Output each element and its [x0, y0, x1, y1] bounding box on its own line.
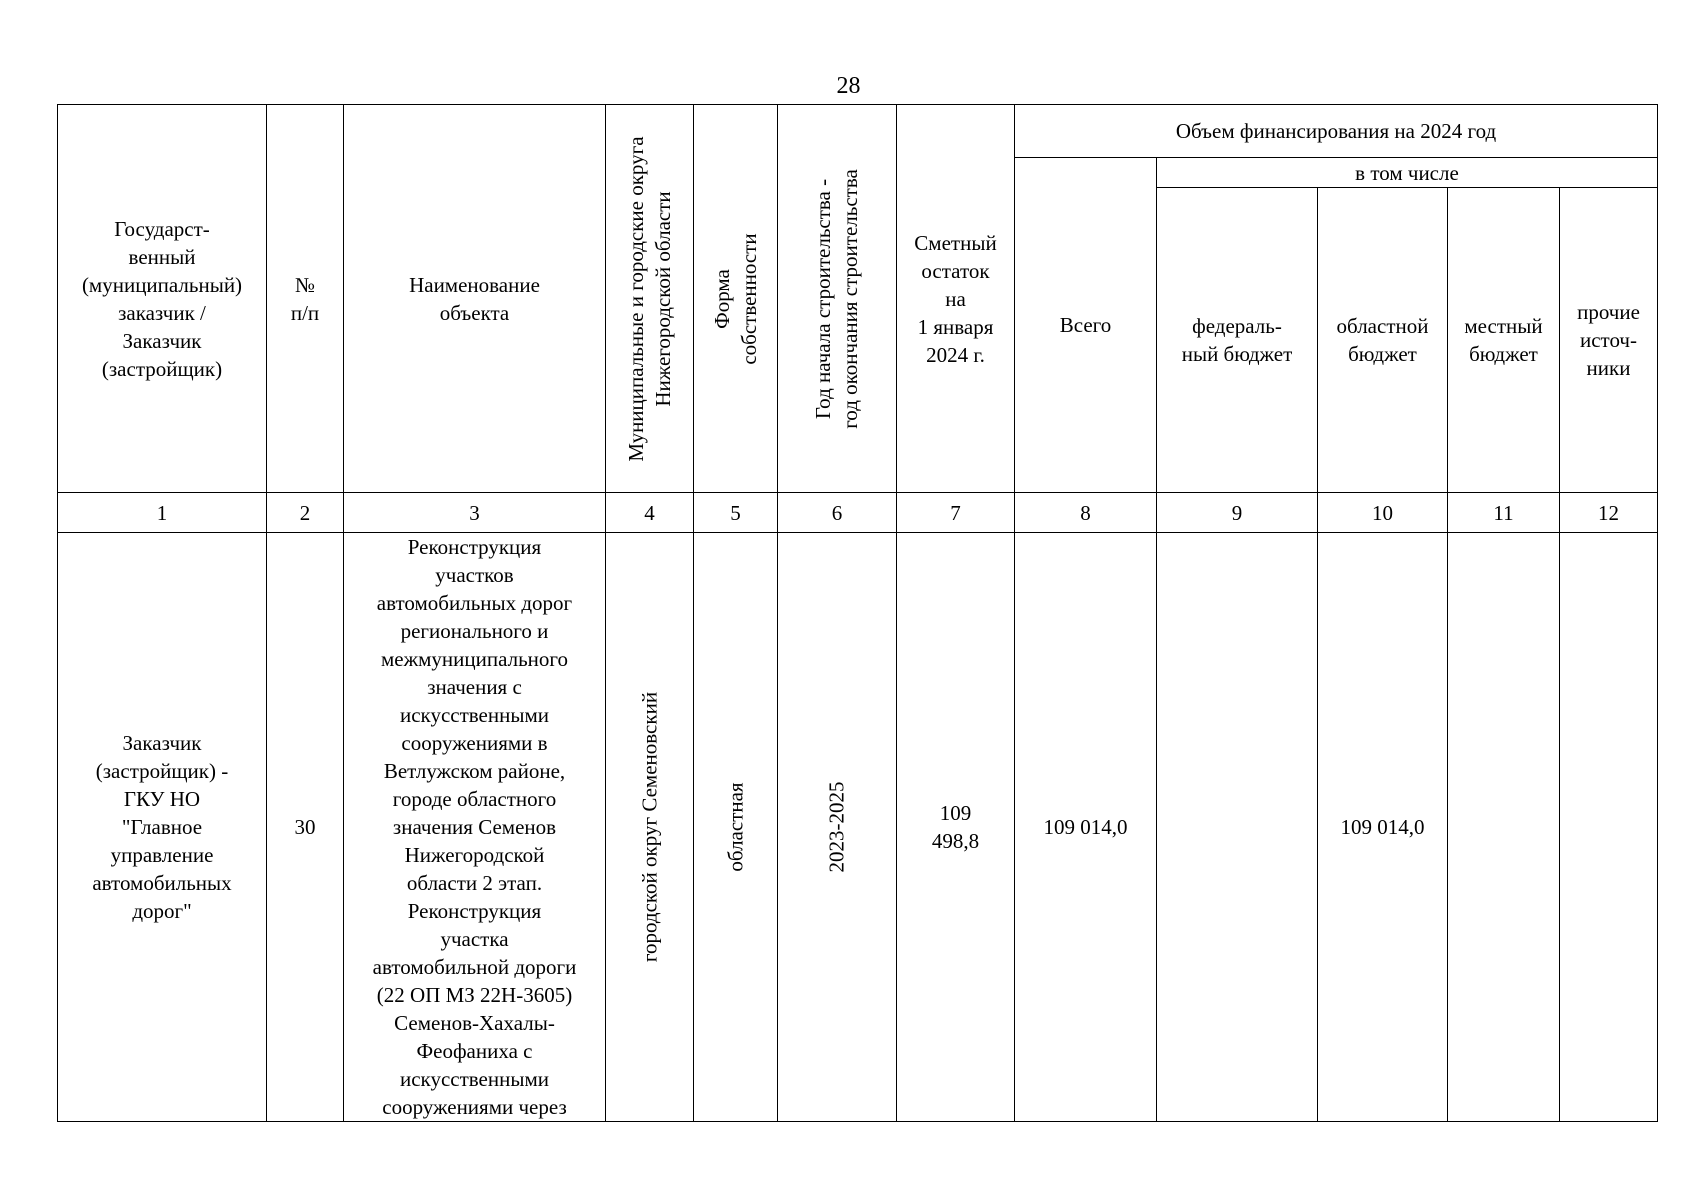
- row-ownership: областная: [694, 533, 778, 1122]
- column-number: 5: [694, 493, 778, 533]
- header-local: местный бюджет: [1448, 188, 1560, 493]
- header-object-name: Наименование объекта: [344, 105, 606, 493]
- column-number: 1: [58, 493, 267, 533]
- header-regional: областной бюджет: [1318, 188, 1448, 493]
- row-municipal: городской округ Семеновский: [606, 533, 694, 1122]
- header-customer: Государст- венный (муниципальный) заказчик / Заказчик (застройщик): [58, 105, 267, 493]
- row-local: [1448, 533, 1560, 1122]
- page-number: 28: [836, 73, 861, 99]
- header-federal: федераль- ный бюджет: [1157, 188, 1318, 493]
- financing-table: [57, 104, 1658, 1122]
- column-number: 11: [1448, 493, 1560, 533]
- header-municipal: Муниципальные и городские округа Нижегородской области: [606, 105, 694, 493]
- row-regional: 109 014,0: [1318, 533, 1448, 1122]
- column-number: 8: [1015, 493, 1157, 533]
- row-object-name: Реконструкция участков автомобильных дорог регионального и межмуниципального значения с искусственными сооружениями в Ветлужском районе, городе областного значения Семенов Нижегородской области 2 этап. Реконструкция участка автомобильной дороги (22 ОП МЗ 22Н-3605) Семенов-Хахалы- Феофаниха с искусственными сооружениями через: [344, 533, 606, 1122]
- row-total: 109 014,0: [1015, 533, 1157, 1122]
- column-number: 9: [1157, 493, 1318, 533]
- column-number: 7: [897, 493, 1015, 533]
- header-remainder: Сметный остаток на 1 января 2024 г.: [897, 105, 1015, 493]
- row-federal: [1157, 533, 1318, 1122]
- column-number: 12: [1560, 493, 1658, 533]
- column-number: 4: [606, 493, 694, 533]
- header-total: Всего: [1015, 158, 1157, 493]
- header-years: Год начала строительства - год окончания строительства: [778, 105, 897, 493]
- header-ownership: Форма собственности: [694, 105, 778, 493]
- header-number: № п/п: [267, 105, 344, 493]
- header-including: в том числе: [1157, 158, 1658, 188]
- row-remainder: 109 498,8: [897, 533, 1015, 1122]
- row-customer: Заказчик (застройщик) - ГКУ НО "Главное управление автомобильных дорог": [58, 533, 267, 1122]
- column-numbers-row: [58, 493, 1658, 533]
- header-other: прочие источ- ники: [1560, 188, 1658, 493]
- row-number: 30: [267, 533, 344, 1122]
- column-number: 10: [1318, 493, 1448, 533]
- header-financing-title: Объем финансирования на 2024 год: [1015, 105, 1658, 158]
- column-number: 6: [778, 493, 897, 533]
- column-number: 3: [344, 493, 606, 533]
- column-number: 2: [267, 493, 344, 533]
- row-years: 2023-2025: [778, 533, 897, 1122]
- table-row: [58, 533, 1658, 1122]
- row-other: [1560, 533, 1658, 1122]
